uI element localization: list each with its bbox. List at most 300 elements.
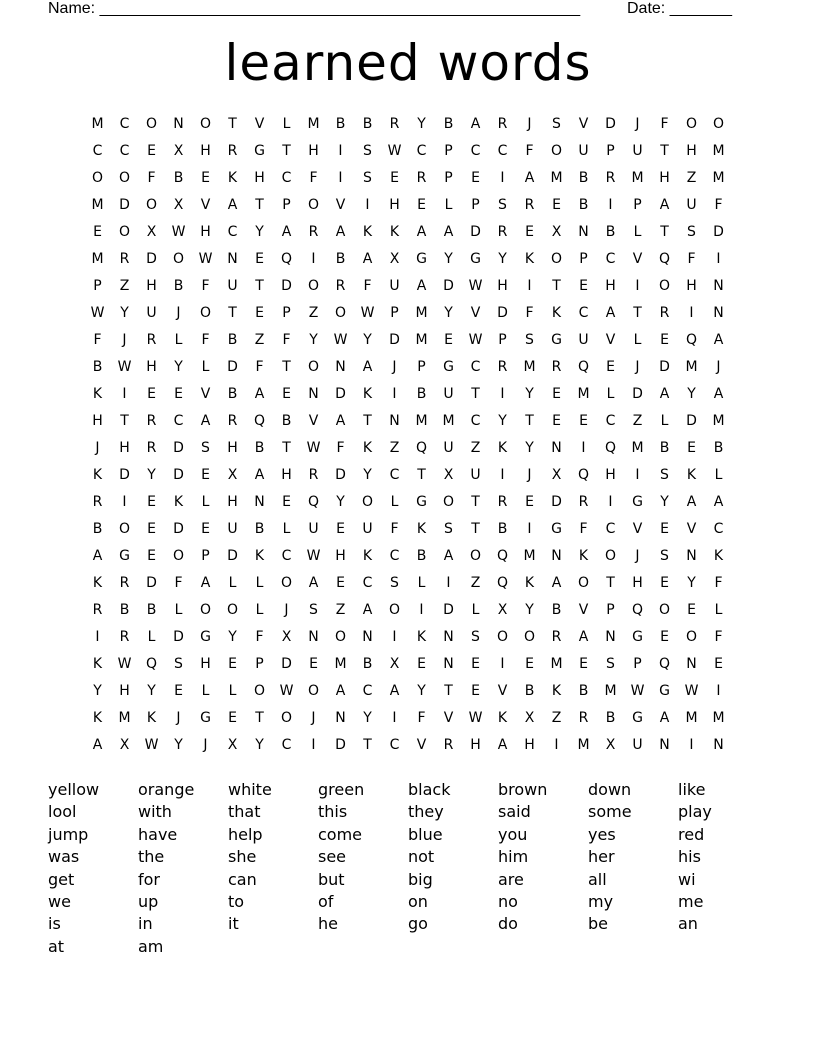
grid-letter[interactable]: O [307, 359, 320, 375]
grid-letter[interactable]: O [172, 251, 185, 267]
grid-letter[interactable]: Z [632, 413, 643, 429]
grid-letter[interactable]: E [552, 386, 561, 402]
grid-letter[interactable]: A [578, 629, 589, 645]
grid-letter[interactable]: A [713, 332, 724, 348]
grid-letter[interactable]: T [282, 359, 291, 375]
grid-letter[interactable]: Z [686, 170, 697, 186]
grid-letter[interactable]: B [659, 440, 670, 456]
grid-letter[interactable]: R [497, 116, 508, 132]
grid-letter[interactable]: H [605, 467, 616, 483]
grid-letter[interactable]: S [309, 602, 318, 618]
grid-letter[interactable]: R [659, 305, 670, 321]
grid-letter[interactable]: E [174, 683, 183, 699]
grid-letter[interactable]: F [687, 251, 696, 267]
grid-letter[interactable]: G [632, 629, 643, 645]
date-field[interactable]: Date: _______ [627, 0, 732, 17]
grid-letter[interactable]: U [443, 386, 454, 402]
grid-letter[interactable]: E [228, 656, 237, 672]
grid-letter[interactable]: E [174, 386, 183, 402]
grid-letter[interactable]: L [417, 575, 426, 591]
grid-letter[interactable]: I [500, 467, 505, 483]
grid-letter[interactable]: N [389, 413, 400, 429]
grid-letter[interactable]: L [282, 521, 291, 537]
grid-letter[interactable]: G [200, 629, 211, 645]
grid-letter[interactable]: E [228, 710, 237, 726]
grid-letter[interactable]: B [146, 602, 157, 618]
grid-letter[interactable]: U [470, 467, 481, 483]
grid-letter[interactable]: E [714, 656, 723, 672]
grid-letter[interactable]: C [92, 143, 103, 159]
grid-letter[interactable]: H [389, 197, 400, 213]
grid-letter[interactable]: V [497, 683, 508, 699]
grid-letter[interactable]: B [92, 359, 103, 375]
grid-letter[interactable]: F [525, 143, 534, 159]
grid-letter[interactable]: S [660, 548, 669, 564]
grid-letter[interactable]: R [92, 494, 103, 510]
grid-letter[interactable]: D [497, 305, 508, 321]
grid-letter[interactable]: K [92, 386, 103, 402]
grid-letter[interactable]: L [201, 359, 210, 375]
grid-letter[interactable]: W [387, 143, 402, 159]
grid-letter[interactable]: T [417, 467, 426, 483]
grid-letter[interactable]: T [633, 305, 642, 321]
grid-letter[interactable]: J [635, 359, 640, 375]
grid-letter[interactable]: R [146, 413, 157, 429]
grid-letter[interactable]: O [199, 305, 212, 321]
grid-letter[interactable]: D [686, 413, 697, 429]
grid-letter[interactable]: H [254, 170, 265, 186]
grid-letter[interactable]: O [604, 548, 617, 564]
grid-letter[interactable]: I [608, 494, 613, 510]
grid-letter[interactable]: D [335, 737, 346, 753]
grid-letter[interactable]: Z [335, 602, 346, 618]
grid-letter[interactable]: C [713, 521, 724, 537]
grid-letter[interactable]: E [336, 521, 345, 537]
grid-letter[interactable]: I [554, 737, 559, 753]
grid-letter[interactable]: N [443, 629, 454, 645]
grid-letter[interactable]: H [92, 413, 103, 429]
grid-letter[interactable]: E [390, 170, 399, 186]
grid-letter[interactable]: E [471, 170, 480, 186]
grid-letter[interactable]: L [174, 602, 183, 618]
grid-letter[interactable]: Y [498, 251, 507, 267]
grid-letter[interactable]: Y [174, 359, 183, 375]
grid-letter[interactable]: W [279, 683, 294, 699]
grid-letter[interactable]: Y [660, 494, 669, 510]
grid-letter[interactable]: J [284, 602, 289, 618]
grid-letter[interactable]: Y [336, 494, 345, 510]
grid-letter[interactable]: M [307, 116, 320, 132]
grid-letter[interactable]: D [389, 332, 400, 348]
grid-letter[interactable]: Q [415, 440, 428, 456]
grid-letter[interactable]: L [147, 629, 156, 645]
grid-letter[interactable]: G [632, 494, 643, 510]
grid-letter[interactable]: F [714, 197, 723, 213]
grid-letter[interactable]: P [93, 278, 102, 294]
grid-letter[interactable]: R [227, 143, 238, 159]
grid-letter[interactable]: V [416, 737, 427, 753]
grid-letter[interactable]: J [527, 116, 532, 132]
grid-letter[interactable]: V [443, 710, 454, 726]
grid-letter[interactable]: J [203, 737, 208, 753]
grid-letter[interactable]: V [578, 116, 589, 132]
grid-letter[interactable]: A [524, 170, 535, 186]
grid-letter[interactable]: B [713, 440, 724, 456]
grid-letter[interactable]: F [660, 116, 669, 132]
grid-letter[interactable]: T [282, 143, 291, 159]
grid-letter[interactable]: S [606, 656, 615, 672]
grid-letter[interactable]: E [660, 575, 669, 591]
grid-letter[interactable]: E [147, 143, 156, 159]
grid-letter[interactable]: T [660, 224, 669, 240]
grid-letter[interactable]: B [92, 521, 103, 537]
grid-letter[interactable]: A [308, 575, 319, 591]
grid-letter[interactable]: M [523, 548, 536, 564]
grid-letter[interactable]: F [201, 278, 210, 294]
grid-letter[interactable]: S [552, 116, 561, 132]
grid-letter[interactable]: Q [496, 575, 509, 591]
grid-letter[interactable]: Z [551, 710, 562, 726]
grid-letter[interactable]: T [255, 278, 264, 294]
grid-letter[interactable]: I [392, 629, 397, 645]
grid-letter[interactable]: P [444, 170, 453, 186]
grid-letter[interactable]: N [713, 305, 724, 321]
grid-letter[interactable]: R [551, 359, 562, 375]
grid-letter[interactable]: E [309, 656, 318, 672]
grid-letter[interactable]: X [551, 224, 562, 240]
grid-letter[interactable]: Q [307, 494, 320, 510]
grid-letter[interactable]: M [415, 413, 428, 429]
grid-letter[interactable]: X [227, 467, 238, 483]
grid-letter[interactable]: O [118, 521, 131, 537]
grid-letter[interactable]: A [551, 575, 562, 591]
grid-letter[interactable]: O [145, 197, 158, 213]
grid-letter[interactable]: D [551, 494, 562, 510]
grid-letter[interactable]: U [578, 143, 589, 159]
grid-letter[interactable]: M [415, 332, 428, 348]
grid-letter[interactable]: T [471, 494, 480, 510]
grid-letter[interactable]: A [389, 683, 400, 699]
grid-letter[interactable]: C [470, 413, 481, 429]
grid-letter[interactable]: L [201, 683, 210, 699]
grid-letter[interactable]: H [281, 467, 292, 483]
grid-letter[interactable]: G [551, 332, 562, 348]
grid-letter[interactable]: D [605, 116, 616, 132]
grid-letter[interactable]: Z [308, 305, 319, 321]
grid-letter[interactable]: C [470, 359, 481, 375]
grid-letter[interactable]: A [713, 494, 724, 510]
grid-letter[interactable]: T [255, 710, 264, 726]
grid-letter[interactable]: R [146, 332, 157, 348]
grid-letter[interactable]: A [362, 251, 373, 267]
grid-letter[interactable]: P [633, 656, 642, 672]
grid-letter[interactable]: C [362, 683, 373, 699]
grid-letter[interactable]: E [525, 494, 534, 510]
grid-letter[interactable]: T [228, 116, 237, 132]
grid-letter[interactable]: D [281, 278, 292, 294]
grid-letter[interactable]: P [471, 197, 480, 213]
grid-letter[interactable]: E [444, 332, 453, 348]
grid-letter[interactable]: O [658, 278, 671, 294]
grid-letter[interactable]: N [443, 656, 454, 672]
grid-letter[interactable]: E [660, 332, 669, 348]
grid-letter[interactable]: E [471, 656, 480, 672]
grid-letter[interactable]: N [713, 737, 724, 753]
grid-letter[interactable]: F [93, 332, 102, 348]
grid-letter[interactable]: M [91, 116, 104, 132]
grid-letter[interactable]: X [524, 710, 535, 726]
grid-letter[interactable]: I [689, 737, 694, 753]
grid-letter[interactable]: P [417, 359, 426, 375]
grid-letter[interactable]: A [497, 737, 508, 753]
grid-letter[interactable]: R [227, 413, 238, 429]
grid-letter[interactable]: S [660, 467, 669, 483]
grid-letter[interactable]: S [363, 143, 372, 159]
grid-letter[interactable]: H [227, 440, 238, 456]
grid-letter[interactable]: Z [470, 575, 481, 591]
grid-letter[interactable]: S [390, 575, 399, 591]
grid-letter[interactable]: I [311, 737, 316, 753]
grid-letter[interactable]: X [173, 143, 184, 159]
grid-letter[interactable]: N [227, 251, 238, 267]
grid-letter[interactable]: Y [120, 305, 129, 321]
grid-letter[interactable]: C [605, 413, 616, 429]
grid-letter[interactable]: H [470, 737, 481, 753]
grid-letter[interactable]: H [146, 359, 157, 375]
grid-letter[interactable]: B [335, 116, 346, 132]
grid-letter[interactable]: N [659, 737, 670, 753]
grid-letter[interactable]: M [685, 359, 698, 375]
grid-letter[interactable]: Y [525, 602, 534, 618]
grid-letter[interactable]: X [443, 467, 454, 483]
grid-letter[interactable]: Y [147, 467, 156, 483]
grid-letter[interactable]: Y [363, 467, 372, 483]
grid-letter[interactable]: A [713, 386, 724, 402]
grid-letter[interactable]: H [146, 278, 157, 294]
grid-letter[interactable]: D [632, 386, 643, 402]
grid-letter[interactable]: I [635, 467, 640, 483]
grid-letter[interactable]: W [117, 359, 132, 375]
grid-letter[interactable]: I [311, 251, 316, 267]
grid-letter[interactable]: C [173, 413, 184, 429]
grid-letter[interactable]: K [362, 548, 373, 564]
grid-letter[interactable]: T [471, 386, 480, 402]
grid-letter[interactable]: K [551, 305, 562, 321]
grid-letter[interactable]: T [606, 575, 615, 591]
grid-letter[interactable]: R [443, 737, 454, 753]
grid-letter[interactable]: Y [228, 629, 237, 645]
grid-letter[interactable]: B [362, 656, 373, 672]
grid-letter[interactable]: W [630, 683, 645, 699]
grid-letter[interactable]: X [389, 251, 400, 267]
grid-letter[interactable]: I [95, 629, 100, 645]
grid-letter[interactable]: V [470, 305, 481, 321]
grid-letter[interactable]: R [416, 170, 427, 186]
grid-letter[interactable]: F [417, 710, 426, 726]
grid-letter[interactable]: V [308, 413, 319, 429]
grid-letter[interactable]: G [416, 494, 427, 510]
grid-letter[interactable]: Q [658, 251, 671, 267]
grid-letter[interactable]: H [686, 143, 697, 159]
grid-letter[interactable]: B [119, 602, 130, 618]
grid-letter[interactable]: K [254, 548, 265, 564]
grid-letter[interactable]: Q [577, 467, 590, 483]
grid-letter[interactable]: B [443, 116, 454, 132]
grid-letter[interactable]: I [527, 278, 532, 294]
grid-letter[interactable]: P [201, 548, 210, 564]
grid-letter[interactable]: O [658, 602, 671, 618]
grid-letter[interactable]: B [605, 710, 616, 726]
grid-letter[interactable]: A [254, 467, 265, 483]
grid-letter[interactable]: K [551, 683, 562, 699]
grid-letter[interactable]: Q [685, 332, 698, 348]
grid-letter[interactable]: H [227, 494, 238, 510]
grid-letter[interactable]: A [254, 386, 265, 402]
grid-letter[interactable]: O [469, 548, 482, 564]
grid-letter[interactable]: J [122, 332, 127, 348]
grid-letter[interactable]: S [687, 224, 696, 240]
grid-letter[interactable]: N [605, 629, 616, 645]
grid-letter[interactable]: H [200, 143, 211, 159]
grid-letter[interactable]: V [200, 197, 211, 213]
grid-letter[interactable]: V [254, 116, 265, 132]
grid-letter[interactable]: B [578, 683, 589, 699]
grid-letter[interactable]: Q [658, 656, 671, 672]
grid-letter[interactable]: I [392, 710, 397, 726]
grid-letter[interactable]: W [117, 656, 132, 672]
grid-letter[interactable]: Y [687, 386, 696, 402]
grid-letter[interactable]: M [91, 251, 104, 267]
grid-letter[interactable]: E [201, 170, 210, 186]
grid-letter[interactable]: D [173, 467, 184, 483]
grid-letter[interactable]: J [311, 710, 316, 726]
grid-letter[interactable]: T [525, 413, 534, 429]
grid-letter[interactable]: P [282, 305, 291, 321]
grid-letter[interactable]: A [92, 548, 103, 564]
grid-letter[interactable]: E [579, 413, 588, 429]
grid-letter[interactable]: M [523, 359, 536, 375]
grid-letter[interactable]: X [605, 737, 616, 753]
grid-letter[interactable]: N [578, 224, 589, 240]
grid-letter[interactable]: L [714, 602, 723, 618]
grid-letter[interactable]: V [200, 386, 211, 402]
grid-letter[interactable]: M [442, 413, 455, 429]
grid-letter[interactable]: W [360, 305, 375, 321]
grid-letter[interactable]: U [146, 305, 157, 321]
grid-letter[interactable]: W [171, 224, 186, 240]
grid-letter[interactable]: A [470, 116, 481, 132]
grid-letter[interactable]: I [608, 197, 613, 213]
grid-letter[interactable]: P [606, 143, 615, 159]
grid-letter[interactable]: E [687, 440, 696, 456]
grid-letter[interactable]: F [282, 332, 291, 348]
grid-letter[interactable]: R [389, 116, 400, 132]
grid-letter[interactable]: O [685, 629, 698, 645]
grid-letter[interactable]: O [685, 116, 698, 132]
grid-letter[interactable]: L [633, 224, 642, 240]
grid-letter[interactable]: B [281, 413, 292, 429]
grid-letter[interactable]: A [659, 710, 670, 726]
grid-letter[interactable]: A [200, 575, 211, 591]
grid-letter[interactable]: O [550, 251, 563, 267]
grid-letter[interactable]: U [443, 440, 454, 456]
grid-letter[interactable]: Y [363, 332, 372, 348]
grid-letter[interactable]: W [90, 305, 105, 321]
grid-letter[interactable]: M [334, 656, 347, 672]
grid-letter[interactable]: B [362, 116, 373, 132]
grid-letter[interactable]: E [147, 386, 156, 402]
grid-letter[interactable]: I [527, 521, 532, 537]
grid-letter[interactable]: G [119, 548, 130, 564]
grid-letter[interactable]: K [416, 629, 427, 645]
grid-letter[interactable]: C [389, 737, 400, 753]
grid-letter[interactable]: K [92, 656, 103, 672]
grid-letter[interactable]: S [363, 170, 372, 186]
grid-letter[interactable]: A [200, 413, 211, 429]
grid-letter[interactable]: G [659, 683, 670, 699]
grid-letter[interactable]: M [712, 170, 725, 186]
grid-letter[interactable]: O [172, 548, 185, 564]
grid-letter[interactable]: K [362, 224, 373, 240]
grid-letter[interactable]: L [255, 602, 264, 618]
grid-letter[interactable]: I [338, 143, 343, 159]
grid-letter[interactable]: M [712, 710, 725, 726]
grid-letter[interactable]: N [173, 116, 184, 132]
grid-letter[interactable]: T [444, 683, 453, 699]
grid-letter[interactable]: L [174, 332, 183, 348]
grid-letter[interactable]: X [173, 197, 184, 213]
grid-letter[interactable]: A [659, 197, 670, 213]
grid-letter[interactable]: P [633, 197, 642, 213]
grid-letter[interactable]: U [308, 521, 319, 537]
grid-letter[interactable]: L [471, 602, 480, 618]
grid-letter[interactable]: G [470, 251, 481, 267]
grid-letter[interactable]: C [119, 116, 130, 132]
grid-letter[interactable]: N [335, 710, 346, 726]
grid-letter[interactable]: L [660, 413, 669, 429]
grid-letter[interactable]: G [443, 359, 454, 375]
grid-letter[interactable]: O [253, 683, 266, 699]
grid-letter[interactable]: K [524, 251, 535, 267]
grid-letter[interactable]: C [416, 143, 427, 159]
grid-letter[interactable]: G [254, 143, 265, 159]
grid-letter[interactable]: B [416, 386, 427, 402]
grid-letter[interactable]: M [550, 170, 563, 186]
grid-letter[interactable]: C [362, 575, 373, 591]
grid-letter[interactable]: H [119, 683, 130, 699]
grid-letter[interactable]: J [95, 440, 100, 456]
grid-letter[interactable]: B [227, 386, 238, 402]
grid-letter[interactable]: S [201, 440, 210, 456]
grid-letter[interactable]: L [228, 575, 237, 591]
grid-letter[interactable]: B [605, 224, 616, 240]
grid-letter[interactable]: J [392, 359, 397, 375]
grid-letter[interactable]: A [443, 548, 454, 564]
grid-letter[interactable]: U [632, 143, 643, 159]
grid-letter[interactable]: C [281, 737, 292, 753]
grid-letter[interactable]: V [578, 602, 589, 618]
grid-letter[interactable]: W [198, 251, 213, 267]
grid-letter[interactable]: Y [147, 683, 156, 699]
grid-letter[interactable]: J [527, 467, 532, 483]
grid-letter[interactable]: E [336, 575, 345, 591]
grid-letter[interactable]: N [551, 548, 562, 564]
grid-letter[interactable]: A [281, 224, 292, 240]
grid-letter[interactable]: R [497, 359, 508, 375]
grid-letter[interactable]: N [686, 548, 697, 564]
grid-letter[interactable]: Q [496, 548, 509, 564]
grid-letter[interactable]: N [362, 629, 373, 645]
